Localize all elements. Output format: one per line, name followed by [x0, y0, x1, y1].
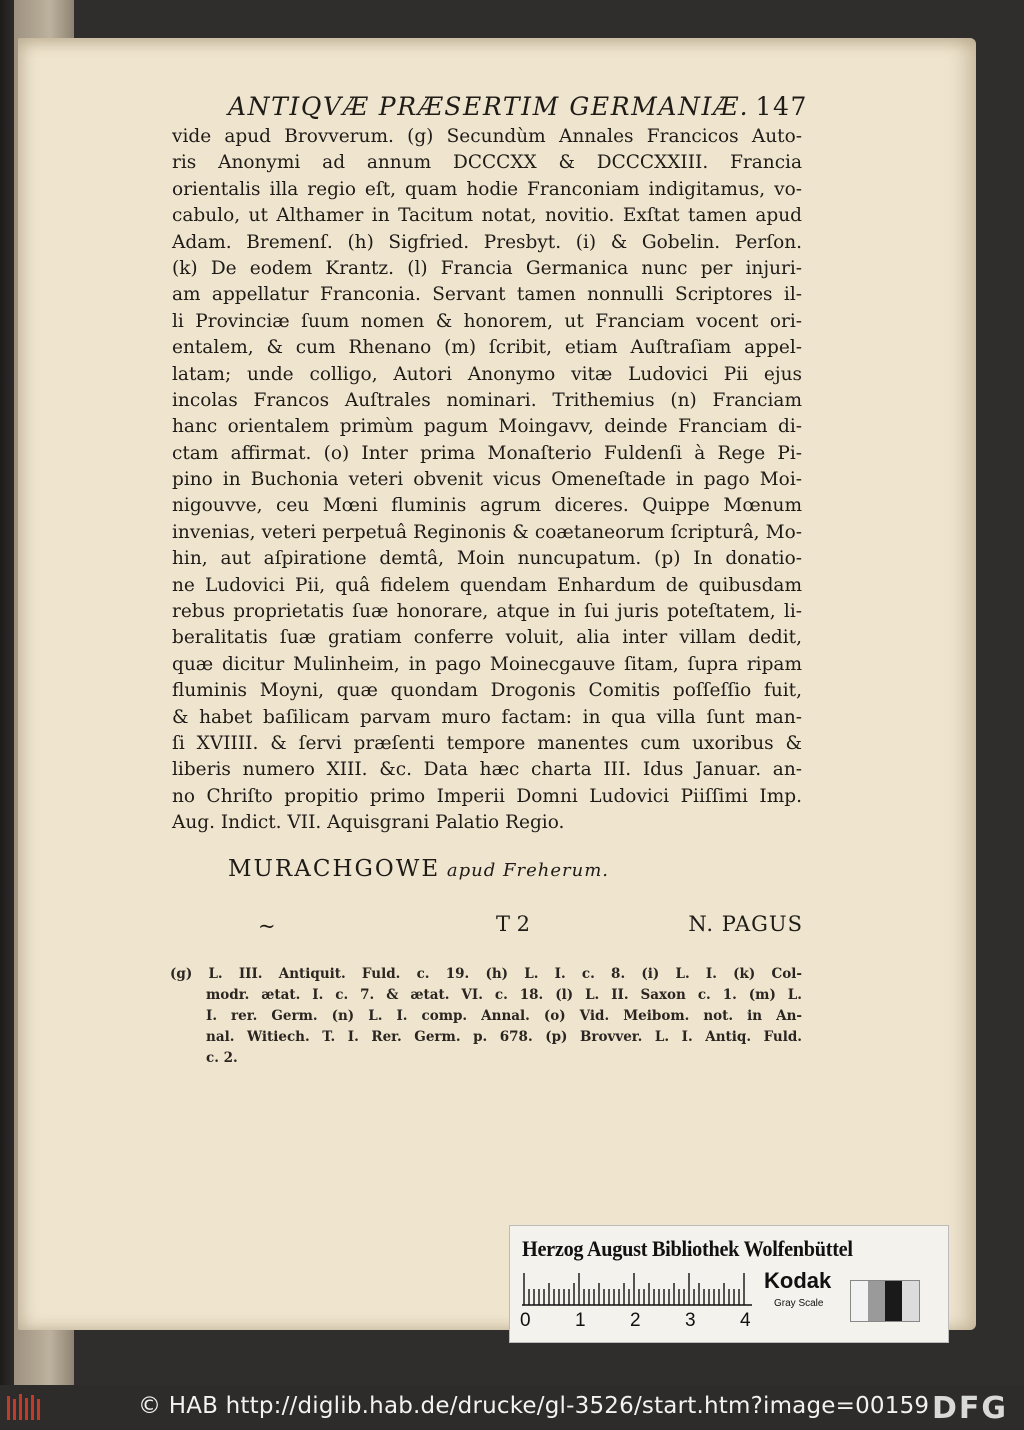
text-line: hanc orientalem primùm pagum Moingavv, deinde Franciam di-	[172, 416, 802, 438]
gray-scale-label: Gray Scale	[774, 1298, 824, 1309]
text-line: orientalis illa regio eſt, quam hodie Franconiam indigitamus, vo-	[172, 178, 802, 200]
text-line: liberis numero XIII. &c. Data hæc charta III. Idus Januar. an-	[172, 759, 802, 781]
ruler-numbers	[520, 1310, 760, 1332]
section-heading-rest: apud Freherum.	[440, 860, 609, 881]
text-line: entalem, & cum Rhenano (m) ſcribit, etiam Auſtraſiam appel-	[172, 337, 802, 359]
text-line: invenias, veteri perpetuâ Reginonis & coætaneorum ſcripturâ, Mo-	[172, 521, 802, 543]
footnote-line: nal. Witiech. T. I. Rer. Germ. p. 678. (p) Brovver. L. I. Antiq. Fuld.	[206, 1029, 802, 1045]
text-line: pino in Buchonia veteri obvenit vicus Omeneſtade in pago Moi-	[172, 469, 802, 491]
footnote-line: I. rer. Germ. (n) L. I. comp. Annal. (o) Vid. Meibom. not. in An-	[206, 1008, 802, 1024]
gray-swatch	[902, 1281, 919, 1321]
text-line: li Provinciæ ſuum nomen & honorem, ut Franciam vocent ori-	[172, 310, 802, 332]
ruler-number: 3	[685, 1310, 696, 1331]
gray-swatch	[885, 1281, 902, 1321]
running-head	[228, 88, 808, 126]
signature-mark: T 2	[496, 912, 531, 936]
text-line: Adam. Bremenſ. (h) Sigfried. Presbyt. (i) & Gobelin. Perſon.	[172, 231, 802, 253]
section-heading	[228, 856, 648, 890]
text-line: no Chriſto propitio primo Imperii Domni Ludovici Piiſſimi Imp.	[172, 785, 802, 807]
source-link[interactable]: © HAB http://diglib.hab.de/drucke/gl-3526/start.htm?image=00159	[138, 1393, 930, 1419]
catch-row	[228, 912, 803, 942]
text-line: latam; unde colligo, Autori Anonymo vitæ Ludovici Pii ejus	[172, 363, 802, 385]
section-heading-main: MURACHGOWE	[228, 856, 441, 882]
gray-swatch	[868, 1281, 885, 1321]
text-line: & habet baſilicam parvam muro factam: in qua villa ſunt man-	[172, 706, 802, 728]
text-line: ſi XVIIII. & ſervi præſenti tempore manentes cum uxoribus &	[172, 732, 802, 754]
body-text	[172, 124, 802, 837]
text-line: nigouvve, ceu Mœni fluminis agrum diceres. Quippe Mœnum	[172, 495, 802, 517]
ruler-number: 4	[740, 1310, 751, 1331]
kodak-logo: Kodak	[764, 1268, 832, 1293]
dfg-logo: DFG	[931, 1391, 1008, 1426]
text-line: hin, aut aſpiratione demtâ, Moin nuncupatum. (p) In donatio-	[172, 548, 802, 570]
catch-dash: ~	[258, 914, 276, 938]
text-line: ris Anonymi ad annum DCCCXX & DCCCXXIII. Francia	[172, 152, 802, 174]
catchword: N. PAGUS	[688, 912, 803, 936]
footnote-line: modr. ætat. I. c. 7. & ætat. VI. c. 18. (l) L. II. Saxon c. 1. (m) L.	[206, 987, 802, 1003]
text-line: ne Ludovici Pii, quâ fidelem quendam Enhardum de quibusdam	[172, 574, 802, 596]
footnote-line: (g) L. III. Antiquit. Fuld. c. 19. (h) L. I. c. 8. (i) L. I. (k) Col-	[170, 966, 802, 982]
ruler-number: 0	[520, 1310, 531, 1331]
text-line: fluminis Moyni, quæ quondam Drogonis Comitis poſſeſſio fuit,	[172, 680, 802, 702]
text-line: vide apud Brovverum. (g) Secundùm Annales Francicos Auto-	[172, 126, 802, 147]
ruler-number: 2	[630, 1310, 641, 1331]
text-line: incolas Francos Auſtrales nominari. Trithemius (n) Franciam	[172, 389, 802, 411]
text-line: Aug. Indict. VII. Aquisgrani Palatio Regio.	[172, 812, 565, 834]
library-label-card	[509, 1225, 949, 1343]
library-name: Herzog August Bibliothek Wolfenbüttel	[522, 1236, 853, 1261]
hab-barcode-icon	[6, 1393, 46, 1423]
text-line: am appellatur Franconia. Servant tamen nonnulli Scriptores il-	[172, 284, 802, 306]
text-line: ctam affirmat. (o) Inter prima Monaſterio Fuldenſi à Rege Pi-	[172, 442, 802, 464]
footer-bar	[0, 1385, 1024, 1430]
ruler-number: 1	[575, 1310, 586, 1331]
footnotes	[170, 964, 802, 1069]
footnote-line: c. 2.	[206, 1050, 238, 1066]
page-number: 147	[755, 92, 808, 121]
text-line: rebus proprietatis ſuæ honorare, atque in ſui juris poteſtatem, li-	[172, 601, 802, 623]
gray-scale-swatches	[850, 1280, 920, 1322]
text-line: beralitatis ſuæ gratiam conferre voluit, alia inter villam dedit,	[172, 627, 802, 649]
text-line: (k) De eodem Krantz. (l) Francia Germanica nunc per injuri-	[172, 257, 802, 279]
gray-swatch	[851, 1281, 868, 1321]
text-line: cabulo, ut Althamer in Tacitum notat, novitio. Exſtat tamen apud	[172, 205, 802, 227]
running-head-title: ANTIQVÆ PRÆSERTIM GERMANIÆ.	[228, 92, 750, 121]
text-line: quæ dicitur Mulinheim, in pago Moinecgauve ſitam, ſupra ripam	[172, 653, 802, 675]
ruler-icon	[522, 1272, 752, 1306]
